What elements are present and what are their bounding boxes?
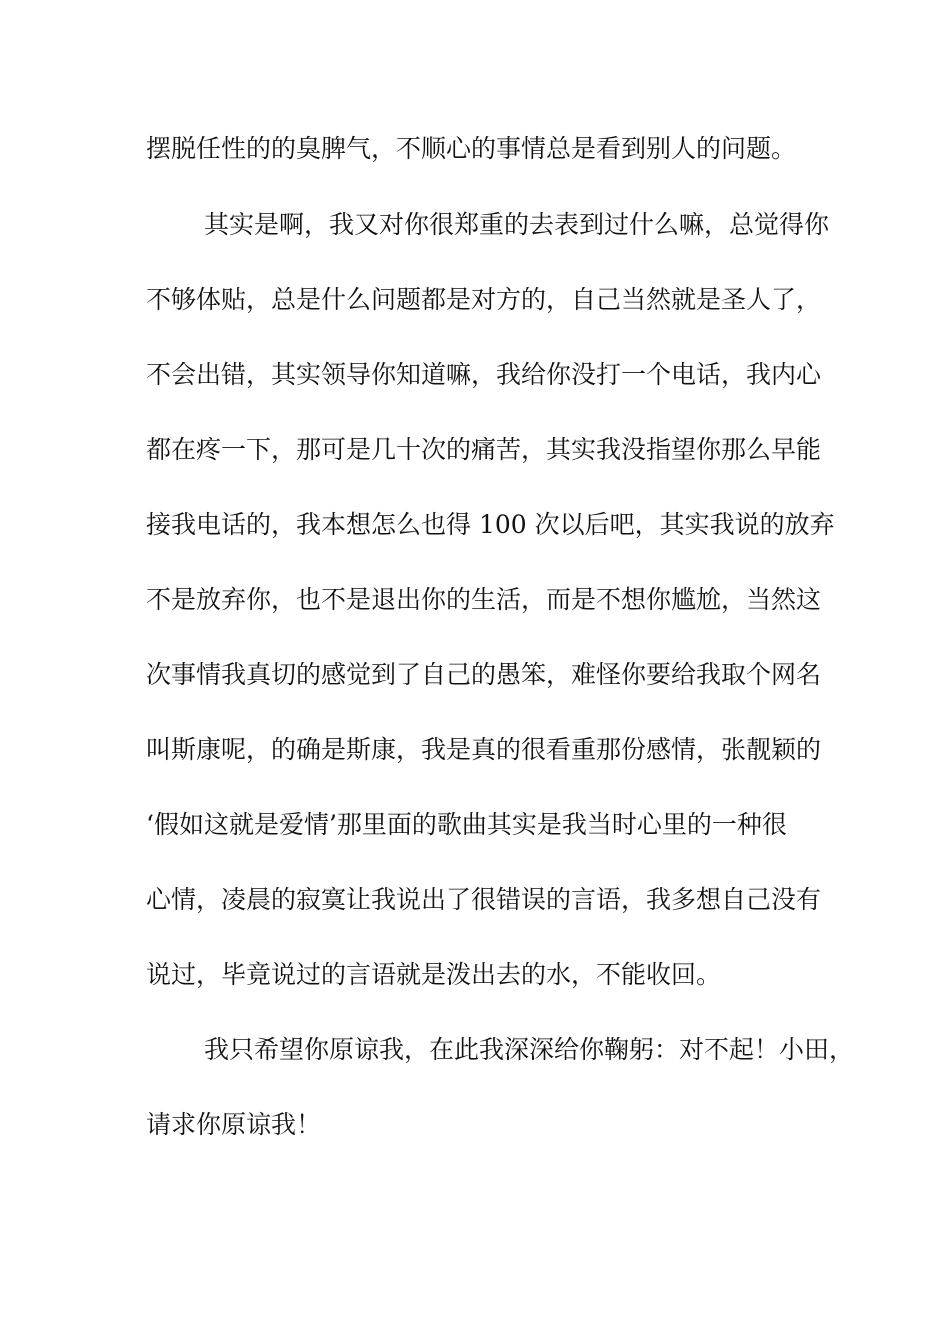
text-line-6: 接我电话的，我本想怎么也得 100 次以后吧，其实我说的放弃 (146, 510, 835, 539)
text-line-9: 叫斯康呢，的确是斯康，我是真的很看重那份感情，张靓颖的 (146, 735, 822, 764)
text-line-5: 都在疼一下，那可是几十次的痛苦，其实我没指望你那么早能 (146, 435, 822, 464)
text-line-1: 摆脱任性的的臭脾气，不顺心的事情总是看到别人的问题。 (146, 134, 797, 163)
text-line-3: 不够体贴，总是什么问题都是对方的，自己当然就是圣人了， (146, 285, 822, 314)
text-line-14: 请求你原谅我！ (146, 1110, 322, 1139)
text-line-7: 不是放弃你，也不是退出你的生活，而是不想你尴尬，当然这 (146, 585, 822, 614)
text-line-11: 心情，凌晨的寂寞让我说出了很错误的言语，我多想自己没有 (146, 885, 822, 914)
paragraph-start-line-13: 我只希望你原谅我，在此我深深给你鞠躬：对不起！小田， (204, 1035, 855, 1064)
paragraph-start-line-2: 其实是啊，我又对你很郑重的去表到过什么嘛，总觉得你 (204, 210, 830, 239)
text-line-12: 说过，毕竟说过的言语就是泼出去的水，不能收回。 (146, 960, 722, 989)
text-line-10: ‘假如这就是爱情’那里面的歌曲其实是我当时心里的一种很 (146, 810, 787, 839)
text-line-8: 次事情我真切的感觉到了自己的愚笨，难怪你要给我取个网名 (146, 660, 822, 689)
text-line-4: 不会出错，其实领导你知道嘛，我给你没打一个电话，我内心 (146, 360, 822, 389)
